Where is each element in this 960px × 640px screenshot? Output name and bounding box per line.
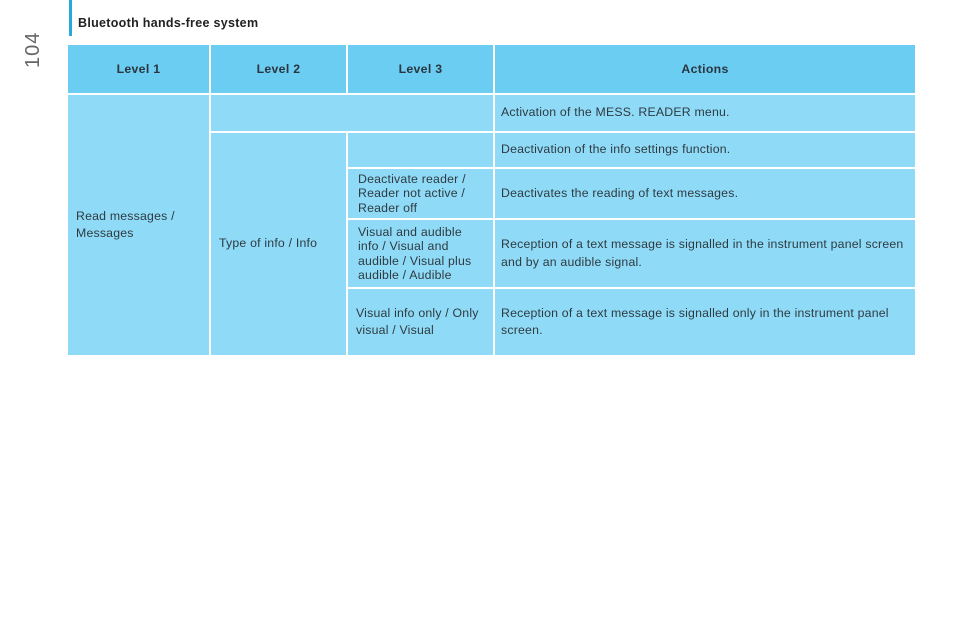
section-title: Bluetooth hands-free system — [78, 16, 259, 30]
action-cell: Activation of the MESS. READER menu. — [494, 94, 915, 132]
level-3-cell: Visual info only / Only visual / Visual — [347, 288, 494, 356]
page-number: 104 — [22, 31, 44, 68]
column-header-level-3: Level 3 — [347, 45, 494, 94]
level-3-cell: Visual and audible info / Visual and audible / Visual plus audible / Audible — [347, 219, 494, 288]
level-3-cell: Deactivate reader / Reader not active / Reader off — [347, 168, 494, 219]
column-header-level-2: Level 2 — [210, 45, 347, 94]
action-cell: Reception of a text message is signalled in the instrument panel screen and by an audible signal. — [494, 219, 915, 288]
level-2-cell: Type of info / Info — [210, 132, 347, 356]
column-header-level-1: Level 1 — [68, 45, 210, 94]
section-accent-bar — [69, 0, 72, 36]
table-row — [68, 94, 915, 132]
action-cell: Reception of a text message is signalled only in the instrument panel screen. — [494, 288, 915, 356]
action-cell: Deactivates the reading of text messages. — [494, 168, 915, 219]
action-cell: Deactivation of the info settings function. — [494, 132, 915, 168]
menu-levels-table — [68, 45, 915, 357]
table-header-row — [68, 45, 915, 94]
level-1-cell: Read messages / Messages — [68, 94, 210, 356]
level-3-empty-cell — [347, 132, 494, 168]
level-2-3-empty-cell — [210, 94, 494, 132]
column-header-actions: Actions — [494, 45, 915, 94]
